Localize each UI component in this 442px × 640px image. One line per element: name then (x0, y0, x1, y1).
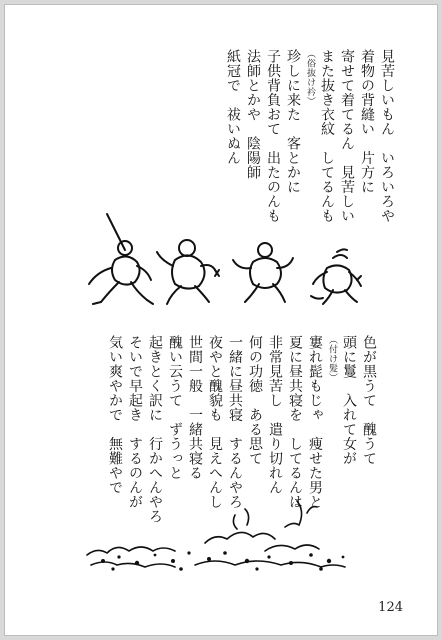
verse-line: 非常見苦し 遣り切れん (267, 335, 283, 495)
verse-line: 子供背負おて 出たのんも (265, 49, 281, 223)
verse-line: 夜やと醜貌も 見えへんし (207, 335, 223, 509)
verse-line: 寄せて着てるん 見苦しい (339, 49, 355, 223)
verse-line: 法師とかや 陰陽師 (245, 49, 261, 180)
verse-note: （俗抜け衿） (305, 49, 315, 106)
verse-line: 醜い云うて ずうっと (167, 335, 183, 480)
grass-and-rocks-illustration (85, 495, 355, 575)
verse-line: 珍しに来た 客とかに (285, 49, 301, 194)
verse-line: 気い爽やかで 無難やで (107, 335, 123, 495)
verse-line: 着物の背縫い 片方に (359, 49, 375, 194)
verse-line: 寠れ髭もじゃ 痩せた男と (307, 335, 323, 509)
verse-line: 見苦しいもん いろいろや (379, 49, 395, 223)
verse-note: （付け髪） (327, 335, 337, 383)
verse-line: 何の功徳 ある思て (247, 335, 263, 466)
verse-line: 夏に昼共寝を してるんは (287, 335, 303, 509)
verse-line: 紙冠で 祓いぬん (225, 49, 241, 165)
verse-line: また抜き衣紋 してるんも (319, 49, 335, 223)
verse-line: 世間一般 一緒共寝る (187, 335, 203, 480)
verse-line: そいで早起き するのんが (127, 335, 143, 509)
book-page (4, 4, 438, 636)
dancing-figures-illustration (75, 210, 365, 310)
verse-line: 起きとく訳に 行かへんやろ (147, 335, 163, 524)
page-number: 124 (378, 600, 403, 615)
verse-line: 一緒に昼共寝 するんやろ (227, 335, 243, 509)
verse-line: 色が黒うて 醜うて (361, 335, 377, 466)
verse-line: 頭に鬘 入れて女が (341, 335, 357, 466)
